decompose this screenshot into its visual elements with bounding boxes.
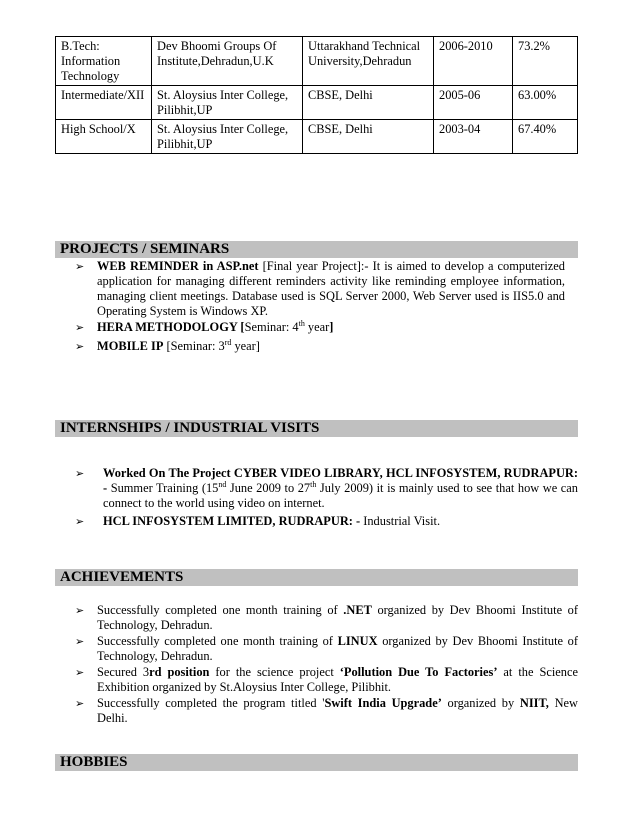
list-item (75, 696, 578, 726)
institute-cell: St. Aloysius Inter College, Pilibhit,UP (152, 86, 303, 120)
achievement-highlight: ‘Pollution Due To Factories’ (339, 665, 498, 679)
table-row (56, 37, 578, 86)
achievement-highlight: NIIT, (519, 696, 549, 710)
list-item (75, 665, 578, 695)
arrow-bullet-icon: ➢ (75, 340, 85, 353)
internship-title: HCL INFOSYSTEM LIMITED, RUDRAPUR: - (103, 514, 364, 528)
internship-description: June 2009 to 27 (226, 481, 311, 495)
project-description: Seminar: 4 (244, 320, 299, 334)
arrow-bullet-icon: ➢ (75, 635, 85, 648)
bracket: ] (329, 320, 334, 334)
internship-description: July 2009) it is mainly used to see that how we can connect to the world using video on internet. (103, 481, 578, 510)
list-item (75, 259, 565, 319)
board-cell: CBSE, Delhi (303, 120, 434, 154)
achievement-text: for the science project (209, 665, 340, 679)
superscript: rd (224, 337, 232, 347)
score-cell: 63.00% (513, 86, 578, 120)
arrow-bullet-icon: ➢ (75, 321, 85, 334)
arrow-bullet-icon: ➢ (75, 666, 85, 679)
list-item (75, 514, 578, 529)
project-title: HERA METHODOLOGY [ (97, 320, 245, 334)
list-item (75, 337, 565, 354)
project-description: year (304, 320, 330, 334)
achievement-text: Secured 3 (97, 665, 150, 679)
internship-description: Industrial Visit. (363, 514, 441, 528)
achievement-highlight: LINUX (337, 634, 378, 648)
projects-list (75, 259, 565, 354)
achievement-text: organized by Dev Bhoomi Institute of Technology, Dehradun. (97, 634, 578, 663)
achievements-heading: ACHIEVEMENTS (55, 569, 578, 586)
superscript: th (298, 318, 305, 328)
course-cell: Intermediate/XII (56, 86, 152, 120)
achievement-highlight: Swift India Upgrade’ (324, 696, 442, 710)
achievement-text: New Delhi. (97, 696, 578, 725)
board-cell: CBSE, Delhi (303, 86, 434, 120)
internship-description: Summer Training (15 (110, 481, 219, 495)
superscript: nd (218, 479, 227, 489)
project-title: MOBILE IP (97, 339, 164, 353)
arrow-bullet-icon: ➢ (75, 697, 85, 710)
achievement-highlight: .NET (343, 603, 372, 617)
achievement-text: organized by (441, 696, 520, 710)
achievements-list (75, 603, 578, 726)
list-item (75, 603, 578, 633)
institute-cell: St. Aloysius Inter College, Pilibhit,UP (152, 120, 303, 154)
arrow-bullet-icon: ➢ (75, 604, 85, 617)
score-cell: 73.2% (513, 37, 578, 86)
achievement-text: Successfully completed the program titled ' (97, 696, 325, 710)
year-cell: 2003-04 (434, 120, 513, 154)
table-row (56, 86, 578, 120)
arrow-bullet-icon: ➢ (75, 260, 85, 273)
list-item (75, 466, 578, 511)
education-table (55, 36, 578, 154)
arrow-bullet-icon: ➢ (75, 467, 85, 480)
internship-title: Worked On The Project CYBER VIDEO LIBRARY, HCL INFOSYSTEM, RUDRAPUR: - (103, 466, 578, 495)
internships-heading: INTERNSHIPS / INDUSTRIAL VISITS (55, 420, 578, 437)
list-item (75, 318, 565, 335)
superscript: th (310, 479, 317, 489)
board-cell: Uttarakhand Technical University,Dehradun (303, 37, 434, 86)
project-title: WEB REMINDER in ASP.net (97, 259, 259, 273)
achievement-text: Successfully completed one month training of (97, 634, 338, 648)
list-item (75, 634, 578, 664)
course-cell: High School/X (56, 120, 152, 154)
institute-cell: Dev Bhoomi Groups Of Institute,Dehradun,U.K (152, 37, 303, 86)
achievement-text: at the Science Exhibition organized by St.Aloysius Inter College, Pilibhit. (97, 665, 578, 694)
arrow-bullet-icon: ➢ (75, 515, 85, 528)
course-cell: B.Tech: Information Technology (56, 37, 152, 86)
achievement-highlight: rd position (149, 665, 210, 679)
achievement-text: organized by Dev Bhoomi Institute of Technology, Dehradun. (97, 603, 578, 632)
hobbies-heading: HOBBIES (55, 754, 578, 771)
year-cell: 2005-06 (434, 86, 513, 120)
table-row (56, 120, 578, 154)
achievement-text: Successfully completed one month training of (97, 603, 344, 617)
project-description: year] (231, 339, 260, 353)
score-cell: 67.40% (513, 120, 578, 154)
projects-heading: PROJECTS / SEMINARS (55, 241, 578, 258)
project-description: [Seminar: 3 (163, 339, 225, 353)
internships-list (75, 466, 578, 529)
project-description: [Final year Project]:- It is aimed to develop a computerized application for managing different reminders activity like reminding employee information, managing client meetings. Database used is SQL Server 2000, Web Server used is IIS5.0 and Operating System is Windows XP. (97, 259, 565, 318)
year-cell: 2006-2010 (434, 37, 513, 86)
